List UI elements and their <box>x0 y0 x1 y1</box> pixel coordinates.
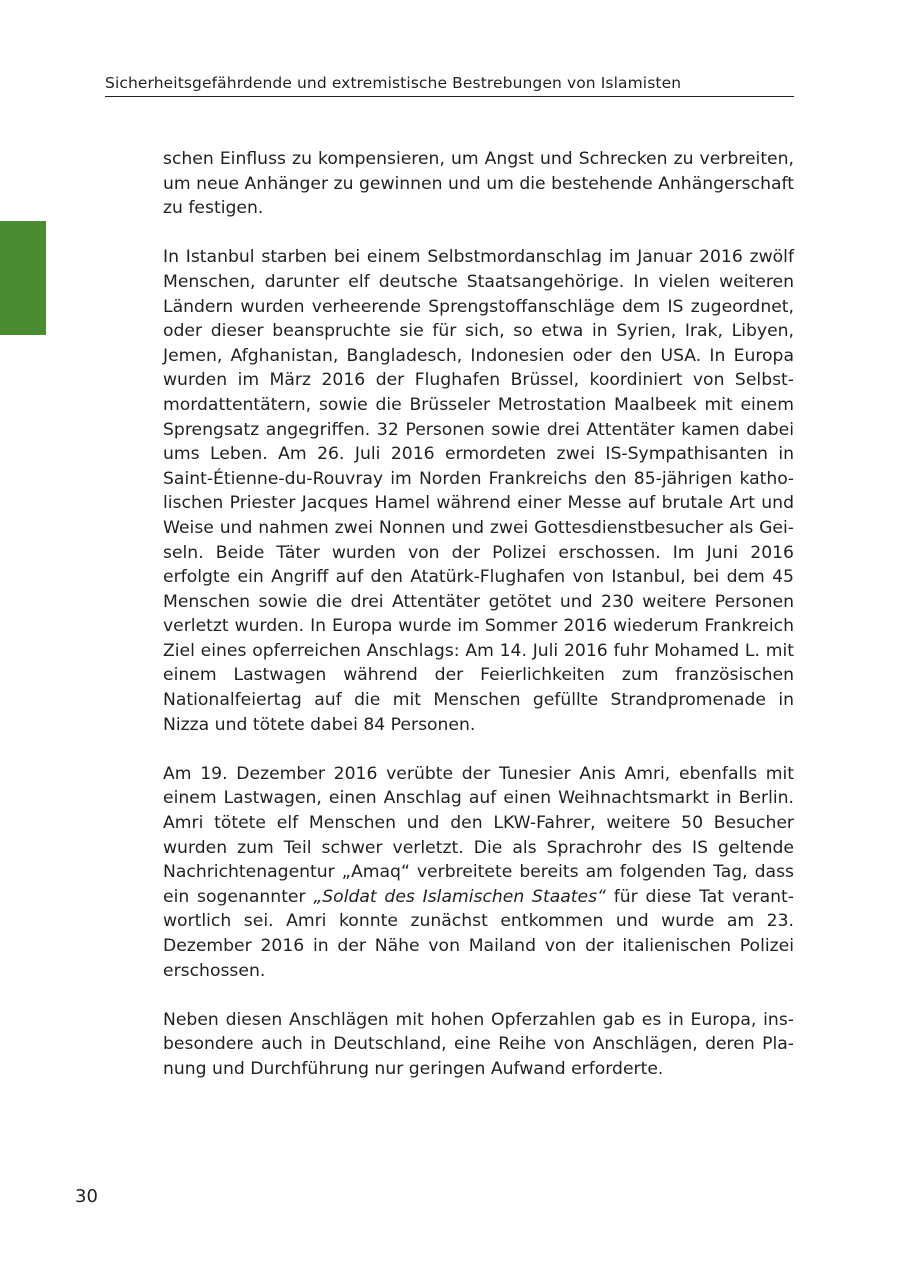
paragraph-3-italic-quote: „Soldat des Islamischen Staates“ <box>313 886 606 907</box>
paragraph-4: Neben diesen Anschlägen mit hohen Opferzahlen gab es in Europa, insbesondere auch in Deutschland, eine Reihe von Anschlägen, deren Planung und Durchführung nur geringen Aufwand erforderte. <box>163 1009 794 1079</box>
paragraph-2: In Istanbul starben bei einem Selbstmordanschlag im Januar 2016 zwölf Menschen, darunter elf deutsche Staatsangehörige. In vielen weiteren Ländern wurden verheerende Sprengstoffanschläge dem IS zugeordnet, oder dieser beanspruchte sie für sich, so etwa in Syrien, Irak, Libyen, Jemen, Afghanistan, Bangladesch, Indonesien oder den USA. In Europa wurden im März 2016 der Flughafen Brüssel, koordiniert von Selbstmordattentätern, sowie die Brüsseler Metrostation Maalbeek mit einem Sprengsatz angegriffen. 32 Personen sowie drei Attentäter kamen dabei ums Leben. Am 26. Juli 2016 ermordeten zwei IS-Sympathisanten in Saint-Étienne-du-Rouvray im Norden Frankreichs den 85-jährigen katholischen Priester Jacques Hamel während einer Messe auf brutale Art und Weise und nahmen zwei Nonnen und zwei Gottesdienstbesucher als Geiseln. Beide Täter wurden von der Polizei erschossen. Im Juni 2016 erfolgte ein Angriff auf den Atatürk-Flughafen von Istanbul, bei dem 45 Menschen sowie die drei Attentäter getötet und 230 weitere Personen verletzt wurden. In Europa wurde im Sommer 2016 wiederum Frankreich Ziel eines opferreichen Anschlags: Am 14. Juli 2016 fuhr Mohamed L. mit einem Lastwagen während der Feierlichkeiten zum französischen Nationalfeiertag auf die mit Menschen gefüllte Strandpromenade in Nizza und tötete dabei 84 Personen. <box>163 247 794 735</box>
paragraph-3 <box>163 762 794 983</box>
running-header: Sicherheitsgefährdende und extremistische Bestrebungen von Islamisten <box>105 74 794 97</box>
paragraph-3-text-after: für diese Tat verantwortlich sei. Amri konnte zunächst entkommen und wurde am 23. Dezember 2016 in der Nähe von Mailand von der italienischen Polizei erschossen. <box>163 886 794 981</box>
page-number: 30 <box>75 1186 98 1207</box>
paragraph-1: schen Einfluss zu kompensieren, um Angst und Schrecken zu verbreiten, um neue Anhänger zu gewinnen und um die bestehende Anhängerschaft zu festigen. <box>163 149 794 219</box>
paragraph-3-text-before: Am 19. Dezember 2016 verübte der Tunesier Anis Amri, ebenfalls mit einem Lastwagen, einen Anschlag auf einen Weihnachtsmarkt in Berlin. Amri tötete elf Menschen und den LKW-Fahrer, weitere 50 Besucher wurden zum Teil schwer verletzt. Die als Sprachrohr des IS geltende Nachrichtenagentur „Amaq“ verbreitete bereits am folgenden Tag, dass ein sogenannter <box>163 763 794 907</box>
chapter-color-tab <box>0 221 46 335</box>
body-text <box>163 147 794 1106</box>
